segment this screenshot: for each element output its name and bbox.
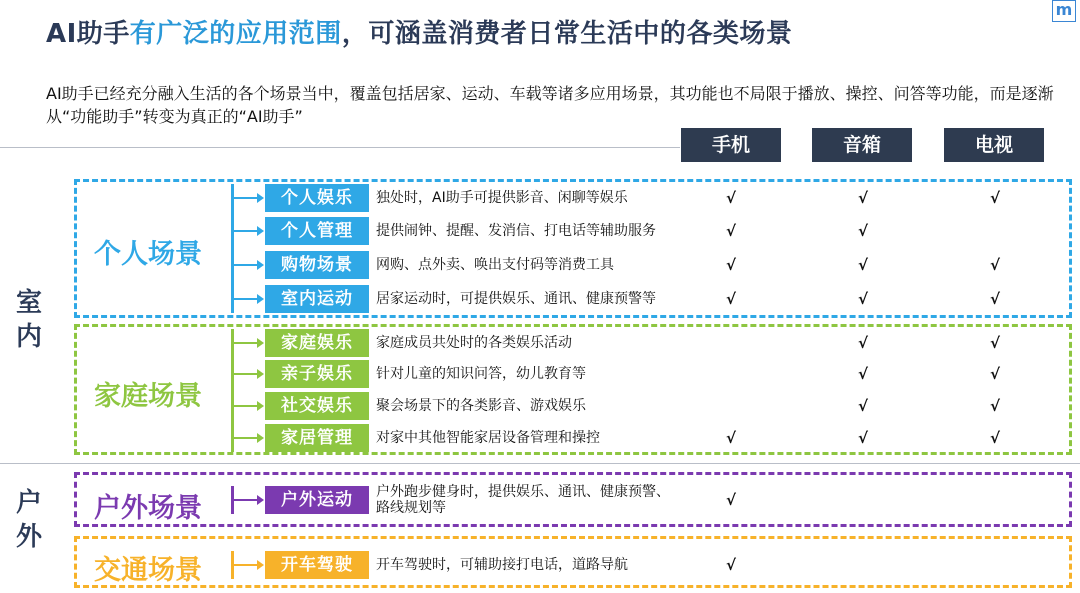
group-connector-personal — [231, 184, 234, 313]
scenario-description: 户外跑步健身时，提供娱乐、通讯、健康预警、路线规划等 — [376, 484, 670, 516]
row-connector — [233, 197, 258, 199]
group-title-outdoor: 户外场景 — [94, 493, 202, 524]
scenario-tag: 亲子娱乐 — [265, 360, 369, 388]
column-header-phone: 手机 — [681, 128, 781, 162]
check-mark-icon: √ — [857, 397, 868, 415]
group-title-family: 家庭场景 — [94, 381, 202, 412]
scenario-description: 独处时，AI助手可提供影音、闲聊等娱乐 — [376, 190, 628, 206]
row-connector — [233, 437, 258, 439]
check-mark-icon: √ — [725, 556, 736, 574]
check-mark-icon: √ — [989, 397, 1000, 415]
scenario-description: 对家中其他智能家居设备管理和操控 — [376, 430, 600, 446]
check-mark-icon: √ — [725, 429, 736, 447]
check-mark-icon: √ — [857, 429, 868, 447]
check-mark-icon: √ — [725, 491, 736, 509]
check-mark-icon: √ — [989, 189, 1000, 207]
intro-text: AI助手已经充分融入生活的各个场景当中，覆盖包括居家、运动、车载等诸多应用场景，其功能也不局限于播放、操控、问答等功能，而是逐渐从“功能助手”转变为真正的“AI助手” — [46, 84, 1054, 126]
check-mark-icon: √ — [989, 256, 1000, 274]
check-mark-icon: √ — [989, 290, 1000, 308]
scenario-description: 提供闹钟、提醒、发消信、打电话等辅助服务 — [376, 223, 656, 239]
arrow-icon — [257, 495, 264, 505]
scenario-tag: 家庭娱乐 — [265, 329, 369, 357]
group-title-personal: 个人场景 — [94, 239, 202, 270]
check-mark-icon: √ — [725, 256, 736, 274]
row-connector — [233, 264, 258, 266]
check-mark-icon: √ — [989, 334, 1000, 352]
scenario-tag: 户外运动 — [265, 486, 369, 514]
scenario-description: 开车驾驶时，可辅助接打电话，道路导航 — [376, 557, 628, 573]
scenario-tag: 开车驾驶 — [265, 551, 369, 579]
row-connector — [233, 298, 258, 300]
scenario-tag: 购物场景 — [265, 251, 369, 279]
arrow-icon — [257, 338, 264, 348]
check-mark-icon: √ — [857, 222, 868, 240]
arrow-icon — [257, 433, 264, 443]
row-connector — [233, 342, 258, 344]
check-mark-icon: √ — [989, 429, 1000, 447]
scenario-description: 针对儿童的知识问答，幼儿教育等 — [376, 366, 586, 382]
title-part1: AI助手 — [46, 19, 130, 49]
arrow-icon — [257, 260, 264, 270]
scenario-description: 网购、点外卖、唤出支付码等消费工具 — [376, 257, 614, 273]
check-mark-icon: √ — [989, 365, 1000, 383]
check-mark-icon: √ — [857, 365, 868, 383]
scenario-tag: 社交娱乐 — [265, 392, 369, 420]
row-connector — [233, 373, 258, 375]
scenario-description: 居家运动时，可提供娱乐、通讯、健康预警等 — [376, 291, 656, 307]
scenario-description: 聚会场景下的各类影音、游戏娱乐 — [376, 398, 586, 414]
arrow-icon — [257, 193, 264, 203]
column-header-speaker: 音箱 — [812, 128, 912, 162]
arrow-icon — [257, 369, 264, 379]
row-connector — [233, 499, 258, 501]
title-highlight: 有广泛的应用范围 — [129, 19, 342, 49]
arrow-icon — [257, 226, 264, 236]
check-mark-icon: √ — [857, 256, 868, 274]
group-title-traffic: 交通场景 — [94, 555, 202, 586]
row-connector — [233, 230, 258, 232]
brand-logo: m — [1052, 0, 1076, 22]
header-divider — [0, 147, 680, 148]
page-title — [46, 13, 792, 50]
scenario-tag: 个人娱乐 — [265, 184, 369, 212]
side-label-outdoor: 户外 — [15, 488, 42, 552]
arrow-icon — [257, 560, 264, 570]
check-mark-icon: √ — [857, 290, 868, 308]
check-mark-icon: √ — [725, 222, 736, 240]
scenario-tag: 个人管理 — [265, 217, 369, 245]
scenario-description: 家庭成员共处时的各类娱乐活动 — [376, 335, 572, 351]
row-connector — [233, 405, 258, 407]
check-mark-icon: √ — [857, 334, 868, 352]
check-mark-icon: √ — [857, 189, 868, 207]
title-part2: ，可涵盖消费者日常生活中的各类场景 — [341, 19, 793, 49]
arrow-icon — [257, 401, 264, 411]
section-divider — [0, 463, 1080, 464]
column-header-tv: 电视 — [944, 128, 1044, 162]
scenario-tag: 室内运动 — [265, 285, 369, 313]
scenario-tag: 家居管理 — [265, 424, 369, 452]
group-connector-family — [231, 329, 234, 452]
row-connector — [233, 564, 258, 566]
check-mark-icon: √ — [725, 189, 736, 207]
arrow-icon — [257, 294, 264, 304]
check-mark-icon: √ — [725, 290, 736, 308]
side-label-indoor: 室内 — [15, 288, 42, 352]
